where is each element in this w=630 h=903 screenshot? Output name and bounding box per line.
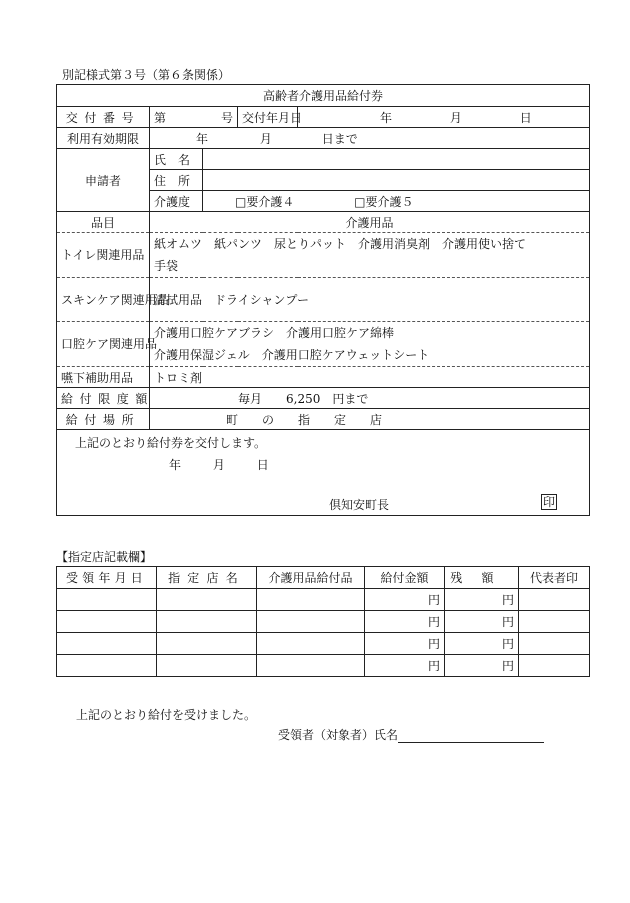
goods-cell[interactable] <box>257 633 365 655</box>
statement-year: 年 <box>169 458 182 472</box>
place-value <box>150 409 590 430</box>
issue-year: 年 <box>380 110 393 125</box>
goods-cell[interactable] <box>257 655 365 677</box>
category-oral-goods <box>150 322 590 367</box>
applicant-label: 申請者 <box>57 149 150 212</box>
address-field[interactable] <box>203 170 590 191</box>
coupon-title: 高齢者介護用品給付券 <box>57 85 590 107</box>
recipient-name-field[interactable] <box>398 728 544 743</box>
balance-cell[interactable]: 円 <box>445 611 519 633</box>
amount-cell[interactable]: 円 <box>365 611 445 633</box>
store-name-cell[interactable] <box>157 589 257 611</box>
name-field[interactable] <box>203 149 590 170</box>
store-row <box>57 655 590 677</box>
receipt-date-cell[interactable] <box>57 589 157 611</box>
issue-month: 月 <box>449 110 462 125</box>
oral-goods-line1: 介護用口腔ケアブラシ 介護用口腔ケア綿棒 <box>154 326 395 340</box>
header-receipt-date: 受領年月日 <box>57 567 157 589</box>
amount-cell[interactable]: 円 <box>365 655 445 677</box>
recipient-label: 受領者（対象者）氏名 <box>278 728 399 742</box>
store-section-title: 【指定店記載欄】 <box>56 550 153 564</box>
items-header: 品目 <box>57 212 150 233</box>
category-skincare: スキンケア関連用品 <box>57 278 150 322</box>
category-toilet: トイレ関連用品 <box>57 233 150 278</box>
care-level-5-checkbox[interactable]: □要介護５ <box>354 194 414 209</box>
receipt-statement: 上記のとおり給付を受けました。 <box>76 708 257 722</box>
issue-statement-date <box>169 456 269 473</box>
issue-statement-cell <box>57 430 590 516</box>
place-label: 給付場所 <box>57 409 150 430</box>
statement-month: 月 <box>212 458 225 472</box>
rep-seal-cell[interactable] <box>519 655 590 677</box>
store-row <box>57 633 590 655</box>
care-level-options <box>203 191 590 212</box>
validity-field[interactable] <box>150 128 590 149</box>
validity-label: 利用有効期限 <box>57 128 150 149</box>
name-label: 氏 名 <box>150 149 203 170</box>
coupon-table <box>56 84 590 516</box>
care-level-4-checkbox[interactable]: □要介護４ <box>235 194 295 209</box>
place-text: 町 の 指 定 店 <box>226 412 383 427</box>
header-amount: 給付金額 <box>365 567 445 589</box>
header-goods: 介護用品給付品 <box>257 567 365 589</box>
seal-mark: 印 <box>543 495 556 509</box>
issue-no-label: 交付番号 <box>57 107 150 128</box>
rep-seal-cell[interactable] <box>519 633 590 655</box>
category-swallow: 嚥下補助用品 <box>57 367 150 388</box>
header-rep-seal: 代表者印 <box>519 567 590 589</box>
issue-day: 日 <box>519 110 532 125</box>
oral-goods-line2: 介護用保湿ジェル 介護用口腔ケアウェットシート <box>154 348 430 362</box>
store-name-cell[interactable] <box>157 633 257 655</box>
issue-date-label: 交付年月日 <box>238 107 298 128</box>
care-level-label: 介護度 <box>150 191 203 212</box>
balance-cell[interactable]: 円 <box>445 655 519 677</box>
receipt-date-cell[interactable] <box>57 633 157 655</box>
category-swallow-goods: トロミ剤 <box>150 367 590 388</box>
limit-amount: 毎月 6,250 円まで <box>238 391 369 406</box>
goods-cell[interactable] <box>257 589 365 611</box>
statement-day: 日 <box>256 458 269 472</box>
address-label: 住 所 <box>150 170 203 191</box>
rep-seal-cell[interactable] <box>519 611 590 633</box>
toilet-goods-line2: 手袋 <box>154 259 179 273</box>
receipt-date-cell[interactable] <box>57 655 157 677</box>
issue-statement: 上記のとおり給付券を交付します。 <box>75 436 267 450</box>
header-balance: 残額 <box>445 567 519 589</box>
goods-cell[interactable] <box>257 611 365 633</box>
header-store-name: 指定店名 <box>157 567 257 589</box>
store-table <box>56 566 590 677</box>
validity-until: 日まで <box>321 131 358 146</box>
receipt-date-cell[interactable] <box>57 611 157 633</box>
form-reference: 別記様式第３号（第６条関係） <box>62 68 231 82</box>
issue-date-field[interactable] <box>298 107 590 128</box>
amount-cell[interactable]: 円 <box>365 633 445 655</box>
validity-month: 月 <box>259 131 272 146</box>
goods-header: 介護用品 <box>150 212 590 233</box>
validity-year: 年 <box>196 131 209 146</box>
limit-value <box>150 388 590 409</box>
amount-cell[interactable]: 円 <box>365 589 445 611</box>
store-row <box>57 611 590 633</box>
limit-label: 給付限度額 <box>57 388 150 409</box>
recipient-signature <box>278 726 544 743</box>
store-name-cell[interactable] <box>157 655 257 677</box>
category-skincare-goods: 清拭用品 ドライシャンプー <box>150 278 590 322</box>
balance-cell[interactable]: 円 <box>445 589 519 611</box>
category-oral: 口腔ケア関連用品 <box>57 322 150 367</box>
toilet-goods-line1: 紙オムツ 紙パンツ 尿とりパット 介護用消臭剤 介護用使い捨て <box>154 237 527 251</box>
issue-no-suffix: 号 <box>220 110 233 125</box>
issuer-name: 倶知安町長 <box>329 498 390 512</box>
rep-seal-cell[interactable] <box>519 589 590 611</box>
issue-no-field[interactable] <box>150 107 238 128</box>
store-name-cell[interactable] <box>157 611 257 633</box>
store-row <box>57 589 590 611</box>
balance-cell[interactable]: 円 <box>445 633 519 655</box>
category-toilet-goods <box>150 233 590 278</box>
issue-no-prefix: 第 <box>154 110 167 125</box>
